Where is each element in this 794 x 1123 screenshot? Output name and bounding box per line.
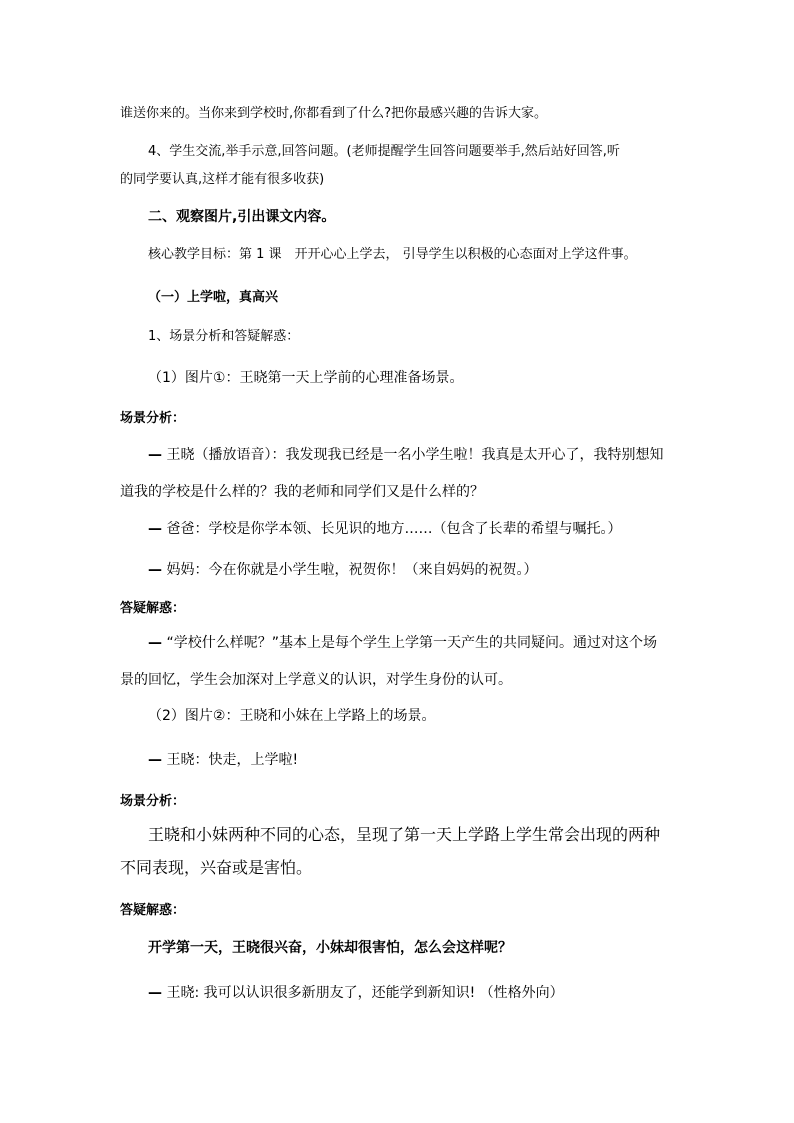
section-heading-2: 二、观察图片,引出课文内容。: [148, 209, 336, 225]
scene2-line1: 王晓和小妹两种不同的心态，呈现了第一天上学路上学生常会出现的两种: [148, 825, 661, 844]
qa1-line2: 景的回忆，学生会加深对上学意义的认识，对学生身份的认可。: [120, 672, 512, 688]
dash-marker: —: [148, 521, 162, 537]
wangxiao-hurry: — 王晓：快走，上学啦!: [148, 752, 299, 768]
core-teaching-goal: 核心教学目标：第 1 课 开开心心上学去， 引导学生以积极的心态面对上学这件事。: [148, 247, 637, 262]
dad-speech: — 爸爸：学校是你学本领、长见识的地方……（包含了长辈的希望与嘱托。）: [148, 521, 622, 537]
qa1-line1: — “学校什么样呢？”基本上是每个学生上学第一天产生的共同疑问。通过对这个场: [148, 635, 657, 651]
label-qa-1: 答疑解惑：: [120, 601, 186, 616]
label-scene-analysis-1: 场景分析：: [120, 411, 186, 426]
dash-marker: —: [148, 447, 162, 463]
paragraph-intro-end: 谁送你来的。当你来到学校时,你都看到了什么?把你最感兴趣的告诉大家。: [120, 106, 548, 121]
dash-marker: —: [148, 752, 162, 768]
picture2-caption: （2）图片②：王晓和小妹在上学路上的场景。: [148, 708, 436, 724]
picture1-caption: （1）图片①：王晓第一天上学前的心理准备场景。: [148, 370, 464, 386]
item-scene-analysis: 1、场景分析和答疑解惑：: [148, 329, 300, 344]
question-2: 开学第一天，王晓很兴奋，小妹却很害怕，怎么会这样呢？: [148, 940, 512, 956]
dash-marker: —: [148, 562, 162, 578]
label-qa-2: 答疑解惑：: [120, 903, 186, 918]
wangxiao-speech-line2: 道我的学校是什么样的？我的老师和同学们又是什么样的？: [120, 484, 484, 500]
scene2-line2: 不同表现，兴奋或是害怕。: [120, 858, 313, 877]
paragraph-step4-line1: 4、学生交流,举手示意,回答问题。(老师提醒学生回答问题要举手,然后站好回答,听: [148, 144, 620, 159]
wangxiao-speech-line1: — 王晓（播放语音）：我发现我已经是一名小学生啦！我真是太开心了，我特别想知: [148, 447, 664, 463]
label-scene-analysis-2: 场景分析：: [120, 794, 186, 809]
mom-speech: — 妈妈：今在你就是小学生啦，祝贺你！（来自妈妈的祝贺。）: [148, 562, 538, 578]
paragraph-step4-line2: 的同学要认真,这样才能有很多收获): [120, 172, 325, 187]
wangxiao-answer: — 王晓: 我可以认识很多新朋友了，还能学到新知识! （性格外向）: [148, 985, 564, 1001]
subsection-heading-1: （一）上学啦，真高兴: [148, 290, 279, 305]
dash-marker: —: [148, 635, 162, 651]
dash-marker: —: [148, 985, 162, 1001]
